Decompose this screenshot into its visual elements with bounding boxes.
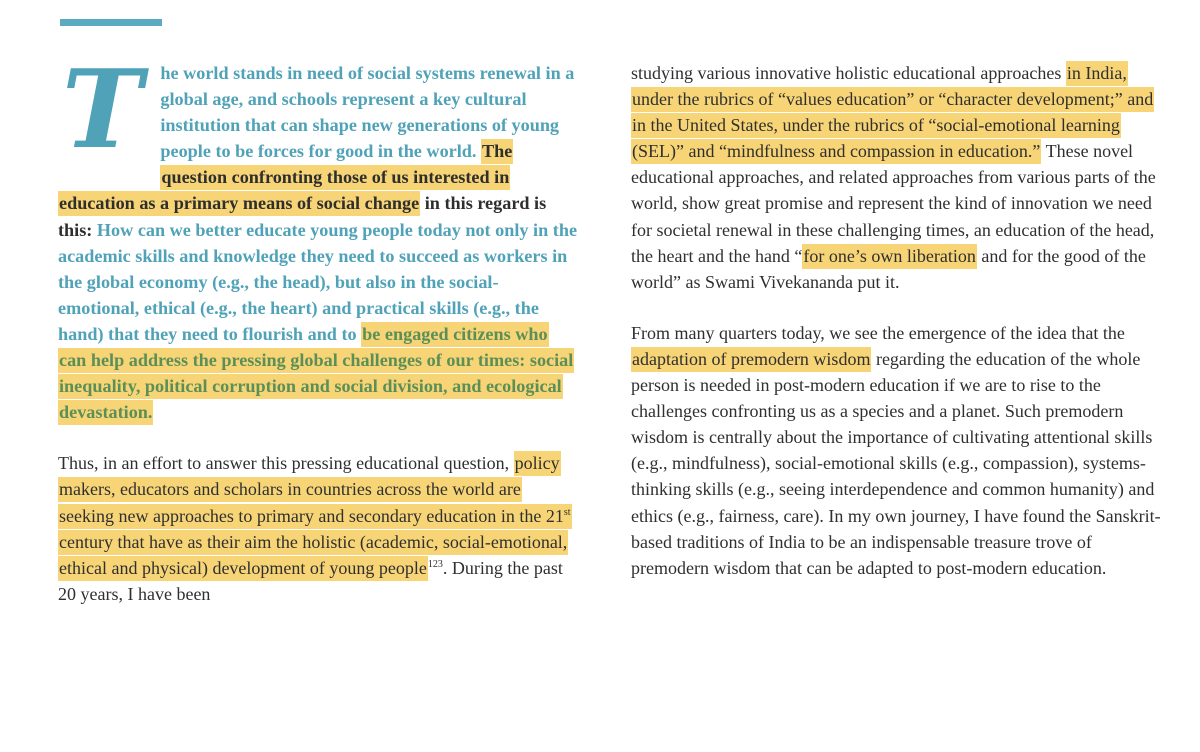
lead-paragraph: [58, 47, 578, 425]
lead-question-highlight: The question confronting those of us interested in education as a primary means of social change: [58, 139, 513, 216]
lead-question-tail: in this regard is this:: [58, 193, 547, 240]
right-column: [631, 60, 1161, 581]
lead-challenges-highlight: be engaged citizens who can help address the pressing global challenges of our times: social inequality, political corruption and social division, and ecological devastation.: [58, 322, 574, 425]
accent-bar: [60, 19, 162, 26]
para1-tail: . During the past 20 years, I have been: [58, 557, 563, 604]
lead-how-can: How can we better educate young people today not only in the academic skills and knowledge they need to succeed as workers in the global economy (e.g., the head), but also in the social-emotional, ethical (e.g., the heart) and practical skills (e.g., the hand) that they need to flourish and to: [58, 219, 578, 344]
body-paragraph-2: [631, 60, 1161, 295]
para1-intro: Thus, in an effort to answer this pressing educational question,: [58, 453, 510, 474]
para2-tail: and for the good of the world” as Swami Vivekananda put it.: [631, 245, 1146, 292]
para3-intro: From many quarters today, we see the emergence of the idea that the: [631, 322, 1125, 343]
body-paragraph-3: [631, 320, 1161, 581]
para2-liberation-highlight: for one’s own liberation: [802, 244, 976, 269]
left-column: [58, 47, 578, 607]
footnote-ref: 123: [427, 558, 443, 570]
drop-cap: T: [62, 47, 143, 173]
lead-intro: he world stands in need of social systems renewal in a global age, and schools represent a key cultural institution that can shape new generations of young people to be forces for good in the world.: [160, 63, 575, 162]
para2-intro: studying various innovative holistic educational approaches: [631, 63, 1062, 83]
ordinal-suffix: st: [563, 506, 571, 518]
para3-premodern-highlight: adaptation of premodern wisdom: [631, 347, 871, 372]
para2-rubrics-highlight: in India, under the rubrics of “values education” or “character development;” and in the United States, under the rubrics of “social-emotional learning (SEL)” and “mindfulness and compassion in education.”: [631, 61, 1154, 164]
para2-middle: These novel educational approaches, and related approaches from various parts of the world, show great promise and represent the kind of innovation we need for societal renewal in these challenging times, an education of the head, the heart and the hand “: [631, 141, 1156, 266]
para3-tail: regarding the education of the whole person is needed in post-modern education if we are to rise to the challenges confronting us as a species and a planet. Such premodern wisdom is centrally about the importance of cultivating attentional skills (e.g., mindfulness), social-emotional skills (e.g., compassion), systems-thinking skills (e.g., seeing interdependence and common humanity) and ethics (e.g., fairness, care). In my own journey, I have found the Sanskrit-based traditions of India to be an indispensable treasure trove of premodern wisdom that can be adapted to post-modern education.: [631, 348, 1161, 578]
para1-highlight-b: century that have as their aim the holistic (academic, social-emotional, ethical and physical) development of young people: [59, 531, 568, 578]
para1-highlight-a: policy makers, educators and scholars in countries across the world are seeking new approaches to primary and secondary education in the 21: [59, 453, 564, 526]
body-paragraph-1: [58, 450, 578, 607]
